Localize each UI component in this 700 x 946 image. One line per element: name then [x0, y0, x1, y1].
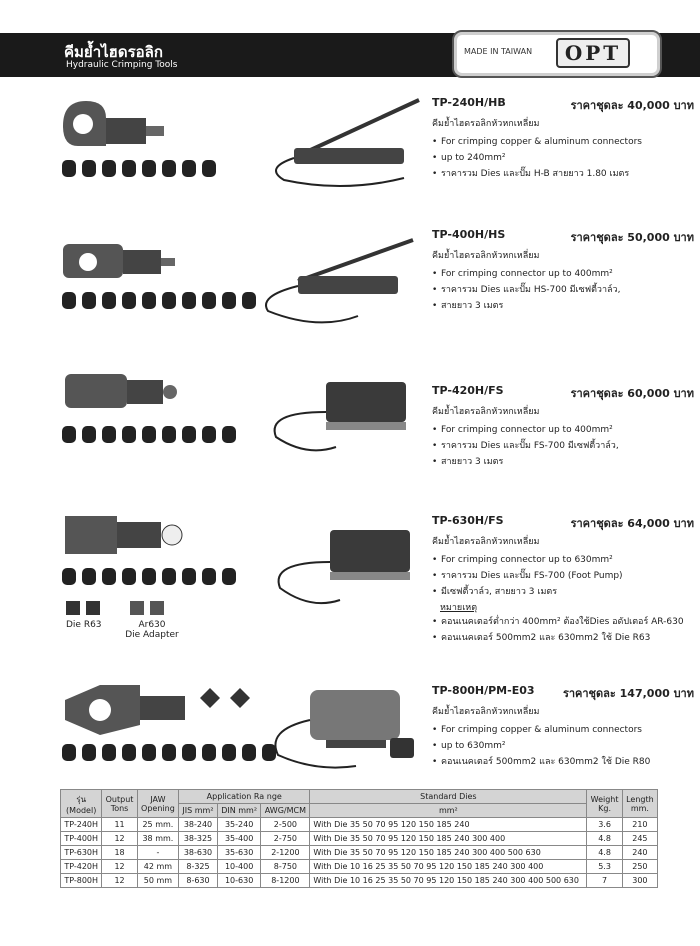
spec-line: • up to 240mm² [432, 150, 694, 166]
product-desc: คีมย้ำไฮดรอลิกหัวหกเหลี่ยม [432, 251, 540, 261]
product-desc: คีมย้ำไฮดรอลิกหัวหกเหลี่ยม [432, 407, 540, 417]
spec-line: • สายยาว 3 เมตร [432, 454, 694, 470]
product-desc: คีมย้ำไฮดรอลิกหัวหกเหลี่ยม [432, 537, 540, 547]
note-line: • คอนเนคเตอร์ 500mm2 และ 630mm2 ใช้ Die R63 [432, 630, 694, 646]
spec-line: • สายยาว 3 เมตร [432, 298, 694, 314]
product-desc: คีมย้ำไฮดรอลิกหัวหกเหลี่ยม [432, 119, 540, 129]
col-output: Output Tons [102, 790, 137, 818]
col-jaw: JAW Opening [137, 790, 178, 818]
spec-line: • For crimping connector up to 400mm² [432, 266, 694, 282]
electric-pump-image [266, 680, 426, 778]
spec-line: • up to 630mm² [432, 738, 694, 754]
page-subtitle: Hydraulic Crimping Tools [66, 60, 178, 70]
price: ราคาชุดละ 147,000 บาท [562, 687, 694, 700]
col-awg: AWG/MCM [261, 804, 310, 818]
die-set [62, 292, 256, 309]
model-name: TP-800H/PM-E03 [432, 684, 535, 697]
table-row: TP-800H 12 50 mm 8-630 10-630 8-1200 With Die 10 16 25 35 50 70 95 120 150 185 240 300 400 500 630 7 300 [61, 874, 658, 888]
table-row: TP-420H 12 42 mm 8-325 10-400 8-750 With Die 10 16 25 35 50 70 95 120 150 185 240 300 400 5.3 250 [61, 860, 658, 874]
crimping-head-image [60, 368, 180, 416]
hand-pump-image [264, 98, 424, 190]
spec-line: • ราคารวม Dies และปั๊ม FS-700 (Foot Pump) [432, 568, 694, 584]
foot-pump-image [266, 372, 426, 462]
die-set [62, 426, 236, 443]
die-r63-caption: Die R63 [66, 620, 102, 630]
product-tp-800h [432, 684, 694, 770]
die-set [62, 744, 276, 761]
brand-logo: OPT [556, 38, 630, 68]
model-name: TP-630H/FS [432, 514, 504, 527]
col-weight: Weight Kg. [587, 790, 622, 818]
spec-line: • For crimping connector up to 630mm² [432, 552, 694, 568]
col-std-dies: Standard Dies [310, 790, 587, 804]
crimping-head-image [58, 236, 178, 286]
price: ราคาชุดละ 64,000 บาท [570, 517, 694, 530]
note-heading: หมายเหตุ [440, 603, 478, 613]
col-app-range: Application Ra nge [179, 790, 310, 804]
product-tp-630h [432, 514, 694, 646]
product-tp-400h [432, 228, 694, 314]
made-in-label: MADE IN TAIWAN [464, 47, 533, 56]
col-length: Length mm. [622, 790, 657, 818]
product-desc: คีมย้ำไฮดรอลิกหัวหกเหลี่ยม [432, 707, 540, 717]
col-model: รุ่น (Model) [61, 790, 102, 818]
spec-line: • ราคารวม Dies และปั๊ม FS-700 มีเซฟตี้วาล์ว, [432, 438, 694, 454]
product-tp-240h [432, 96, 694, 182]
spec-line: • มีเซฟตี้วาล์ว, สายยาว 3 เมตร [432, 584, 694, 600]
col-std-unit: mm² [310, 804, 587, 818]
die-set [62, 568, 236, 585]
table-row: TP-630H 18 - 38-630 35-630 2-1200 With Die 35 50 70 95 120 150 185 240 300 400 500 630 4.8 240 [61, 846, 658, 860]
foot-pump-image [270, 518, 430, 614]
model-name: TP-400H/HS [432, 228, 506, 241]
crimping-head-image [60, 510, 190, 560]
table-row: TP-400H 12 38 mm. 38-325 35-400 2-750 With Die 35 50 70 95 120 150 185 240 300 400 4.8 245 [61, 832, 658, 846]
crimping-head-image [58, 96, 168, 156]
die-set [62, 160, 216, 177]
product-tp-420h [432, 384, 694, 470]
spec-line: • For crimping connector up to 400mm² [432, 422, 694, 438]
table-row: TP-240H 11 25 mm. 38-240 35-240 2-500 With Die 35 50 70 95 120 150 185 240 3.6 210 [61, 818, 658, 832]
col-jis: JIS mm² [179, 804, 218, 818]
spec-line: • For crimping copper & aluminum connectors [432, 722, 694, 738]
price: ราคาชุดละ 40,000 บาท [570, 99, 694, 112]
die-r63-image [64, 598, 104, 618]
note-line: • คอนเนคเตอร์ต่ำกว่า 400mm² ต้องใช้Dies อดัปเตอร์ AR-630 [432, 614, 694, 630]
die-pair-image [196, 684, 256, 712]
col-din: DIN mm² [217, 804, 261, 818]
hand-pump-image [258, 236, 418, 332]
die-adapter-image [128, 598, 168, 618]
price: ราคาชุดละ 60,000 บาท [570, 387, 694, 400]
spec-line: • ราคารวม Dies และปั๊ม HS-700 มีเซฟตี้วาล์ว, [432, 282, 694, 298]
model-name: TP-420H/FS [432, 384, 504, 397]
crimping-head-image [60, 680, 190, 738]
model-name: TP-240H/HB [432, 96, 506, 109]
spec-line: • ราคารวม Dies และปั๊ม H-B สายยาว 1.80 เมตร [432, 166, 694, 182]
page-title: คีมย้ำไฮดรอลิก [64, 43, 163, 61]
ar630-caption: Ar630 Die Adapter [125, 620, 179, 640]
price: ราคาชุดละ 50,000 บาท [570, 231, 694, 244]
spec-line: • For crimping copper & aluminum connectors [432, 134, 694, 150]
spec-table [60, 789, 658, 888]
spec-line: • คอนเนคเตอร์ 500mm2 และ 630mm2 ใช้ Die R80 [432, 754, 694, 770]
